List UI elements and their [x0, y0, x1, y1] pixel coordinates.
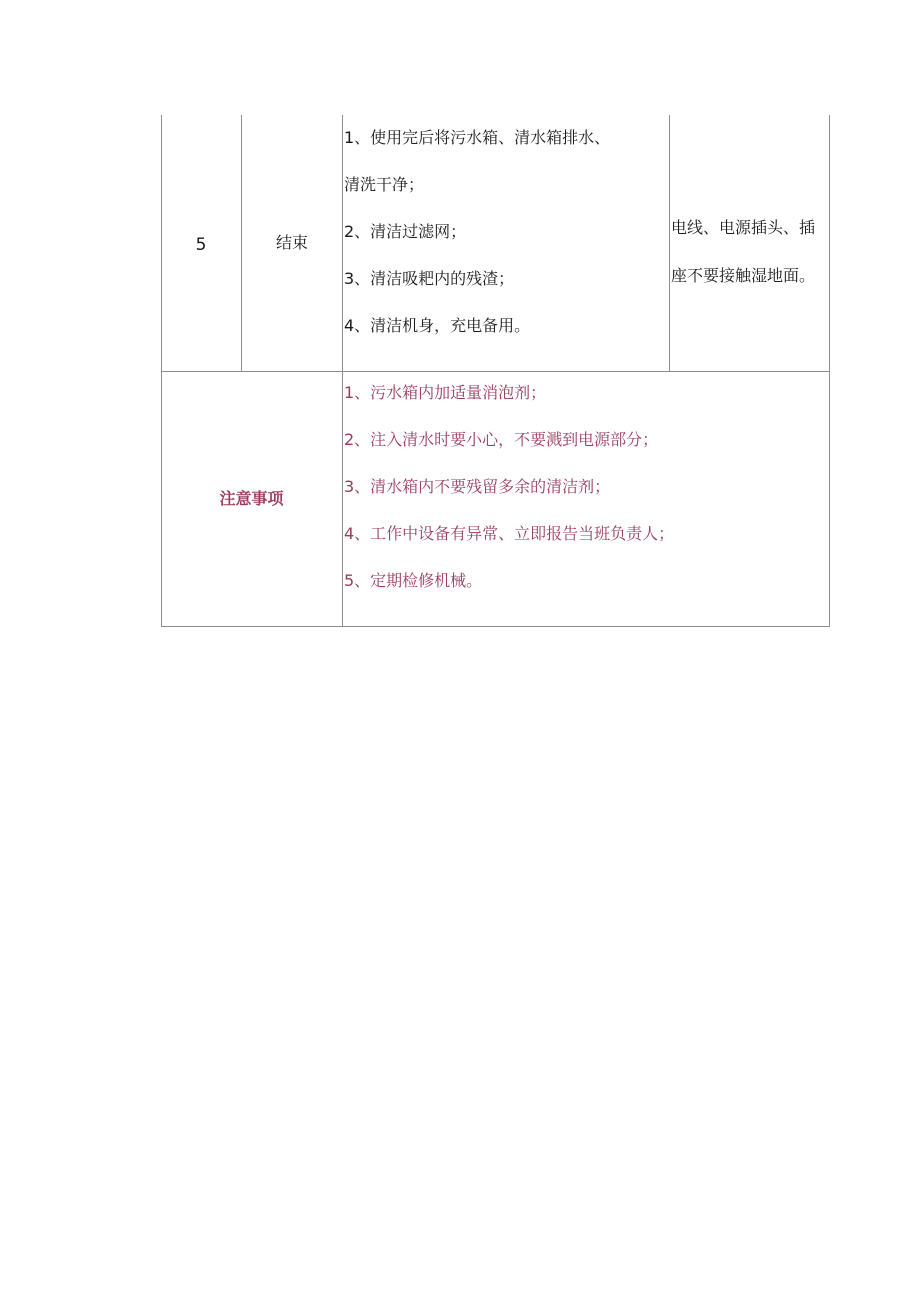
col-divider-procedure: [342, 115, 343, 627]
procedure-line: 4、清洁机身，充电备用。: [344, 316, 531, 335]
step-number: 5: [195, 235, 207, 255]
notes-heading: 注意事项: [219, 489, 284, 508]
step-name: 结束: [275, 233, 308, 252]
note-item: 3、清水箱内不要残留多余的清洁剂；: [344, 477, 611, 496]
table-bottom-border: [161, 626, 830, 627]
note-item: 2、注入清水时要小心，不要溅到电源部分；: [344, 430, 659, 449]
procedure-line: 清洗干净；: [344, 175, 425, 194]
note-item: 1、污水箱内加适量消泡剂；: [344, 383, 547, 402]
note-item: 5、定期检修机械。: [344, 571, 483, 590]
procedure-line: 1、使用完后将污水箱、清水箱排水、: [344, 128, 611, 147]
row-divider: [161, 371, 830, 372]
procedure-table: [161, 115, 830, 627]
col-divider-safety: [669, 115, 670, 371]
note-item: 4、工作中设备有异常、立即报告当班负责人；: [344, 524, 675, 543]
safety-note-line: 电线、电源插头、插: [671, 218, 816, 237]
safety-note-line: 座不要接触湿地面。: [671, 266, 816, 285]
procedure-line: 2、清洁过滤网；: [344, 222, 467, 241]
procedure-line: 3、清洁吸耙内的残渣；: [344, 269, 515, 288]
